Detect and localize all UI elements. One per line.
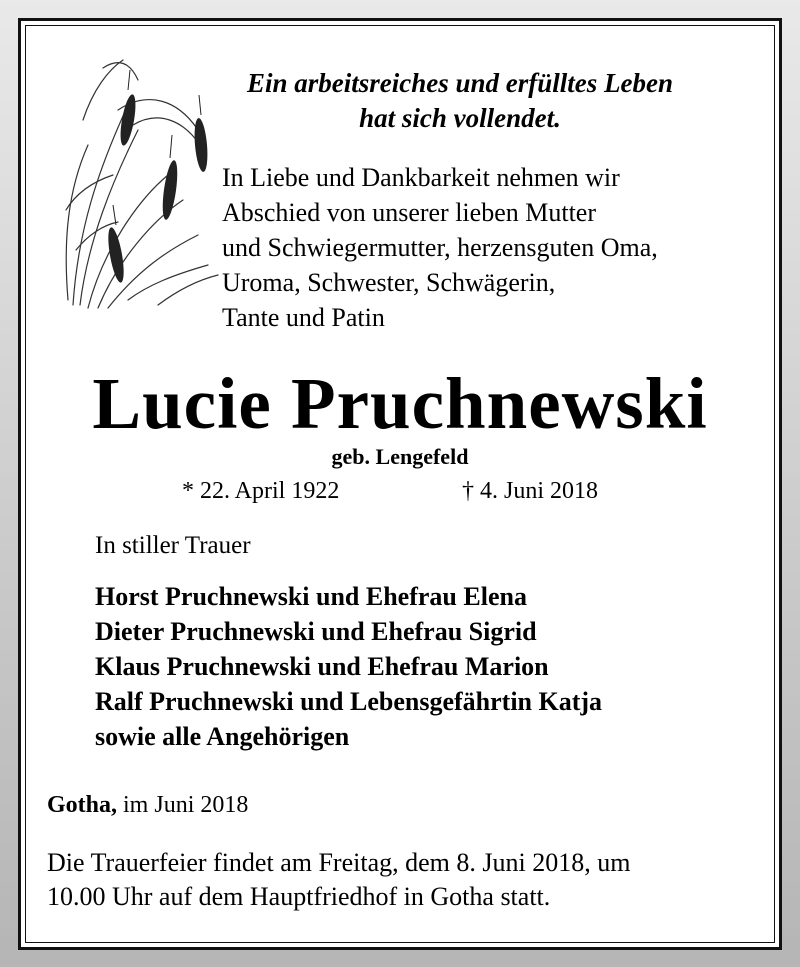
mourner-line: Dieter Pruchnewski und Ehefrau Sigrid <box>95 617 537 646</box>
birth-name: geb. Lengefeld <box>331 444 469 469</box>
deceased-name: Lucie Pruchnewski <box>92 363 708 444</box>
service-line: 10.00 Uhr auf dem Hauptfriedhof in Gotha statt. <box>47 882 551 911</box>
mourning-intro: In stiller Trauer <box>95 532 251 559</box>
mourner-line: Ralf Pruchnewski und Lebensgefährtin Katja <box>95 687 603 716</box>
service-line: Die Trauerfeier findet am Freitag, dem 8. Juni 2018, um <box>47 848 631 877</box>
intro-line: In Liebe und Dankbarkeit nehmen wir <box>222 163 620 192</box>
mourner-line: Horst Pruchnewski und Ehefrau Elena <box>95 582 527 611</box>
place-city: Gotha, <box>47 792 118 818</box>
motto-line-2: hat sich vollendet. <box>359 103 561 133</box>
place-month: im Juni 2018 <box>117 792 249 818</box>
intro-line: und Schwiegermutter, herzensguten Oma, <box>222 233 658 262</box>
birth-date: * 22. April 1922 <box>182 478 340 504</box>
intro-line: Uroma, Schwester, Schwägerin, <box>222 268 556 297</box>
motto-line-1: Ein arbeitsreiches und erfülltes Leben <box>246 68 673 98</box>
intro-line: Abschied von unserer lieben Mutter <box>222 198 597 227</box>
intro-line: Tante und Patin <box>222 303 385 332</box>
place-date <box>47 792 248 819</box>
mourner-line: Klaus Pruchnewski und Ehefrau Marion <box>95 652 549 681</box>
mourner-line: sowie alle Angehörigen <box>95 722 350 751</box>
death-date: † 4. Juni 2018 <box>462 478 599 504</box>
